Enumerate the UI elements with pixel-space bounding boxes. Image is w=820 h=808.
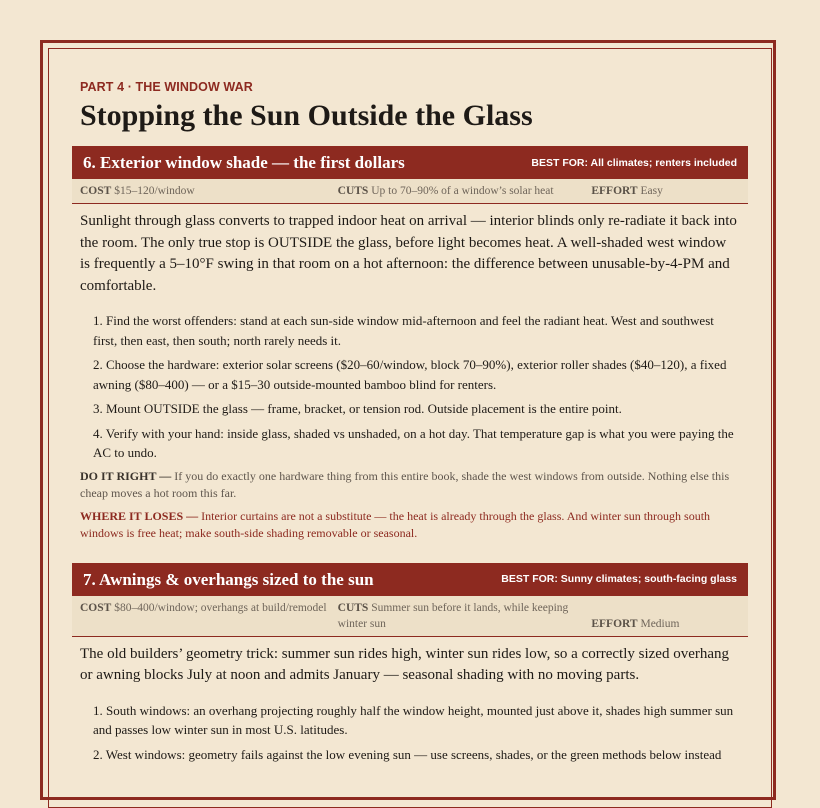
- best-for-badge: BEST FOR: Sunny climates; south-facing glass: [501, 573, 737, 585]
- page-content: [72, 80, 748, 769]
- step-item: 4. Verify with your hand: inside glass, shaded vs unshaded, on a hot day. That temperature gap is what you were paying the AC to undo.: [93, 425, 734, 460]
- warning-note: WHERE IT LOSES — Interior curtains are not a substitute — the heat is already through the glass. And winter sun through south windows is free heat; make south-side shading removable or seasonal.: [80, 508, 711, 540]
- section-title: 7. Awnings & overhangs sized to the sun: [83, 569, 374, 589]
- section-exterior-shade: [72, 146, 748, 543]
- section-title: 6. Exterior window shade — the first dollars: [83, 153, 405, 172]
- tip-note: DO IT RIGHT — If you do exactly one hardware thing from this entire book, shade the west windows from outside. Nothing else this cheap moves a hot room this far.: [80, 468, 730, 500]
- step-item: 2. Choose the hardware: exterior solar screens ($20–60/window, block 70–90%), exterior roller shades ($40–120), a fixed awning ($80–400) — or a $15–30 outside-mounted bamboo blind for renters.: [93, 357, 727, 392]
- section-header: [72, 146, 748, 179]
- steps-list: [80, 311, 740, 463]
- section-awnings: [72, 563, 748, 765]
- cost-cell: COST $80–400/window; overhangs at build/remodel: [80, 601, 327, 614]
- effort-cell: EFFORT Medium: [591, 617, 680, 630]
- section-intro: The old builders’ geometry trick: summer sun rides high, winter sun rides low, so a correctly sized overhang or awning blocks July at noon and admits January — seasonal shading with no moving parts.: [80, 645, 729, 683]
- cuts-cell: CUTS Up to 70–90% of a window’s solar heat: [337, 185, 554, 197]
- step-item: 1. South windows: an overhang projecting roughly half the window height, mounted just above it, shades high summer sun and passes low winter sun in most U.S. latitudes.: [93, 702, 734, 737]
- step-item: 3. Mount OUTSIDE the glass — frame, bracket, or tension rod. Outside placement is the entire point.: [93, 401, 622, 416]
- section-meta-bar: [72, 179, 748, 204]
- best-for-badge: BEST FOR: All climates; renters included: [531, 156, 737, 169]
- page-title: Stopping the Sun Outside the Glass: [80, 99, 533, 132]
- section-meta-bar: [72, 596, 748, 637]
- section-header: [72, 563, 748, 596]
- cost-cell: COST $15–120/window: [80, 185, 195, 197]
- step-item: 1. Find the worst offenders: stand at each sun-side window mid-afternoon and feel the radiant heat. West and southwest first, then east, then south; north rarely needs it.: [93, 313, 714, 348]
- effort-cell: EFFORT Easy: [591, 185, 663, 197]
- step-item: 2. West windows: geometry fails against the low evening sun — use screens, shades, or the green methods below instead: [93, 746, 722, 762]
- part-label: PART 4 · THE WINDOW WAR: [80, 80, 253, 94]
- cuts-cell: CUTS Summer sun before it lands, while keeping winter sun: [337, 601, 569, 630]
- section-intro: Sunlight through glass converts to trapped indoor heat on arrival — interior blinds only re-radiate it back into the room. The only true stop is OUTSIDE the glass, before light becomes heat. A well-shaded west window is frequently a 5–10°F swing in that room on a hot afternoon: the difference between unusable-by-4-PM and comfortable.: [80, 213, 737, 294]
- steps-list: [80, 701, 740, 765]
